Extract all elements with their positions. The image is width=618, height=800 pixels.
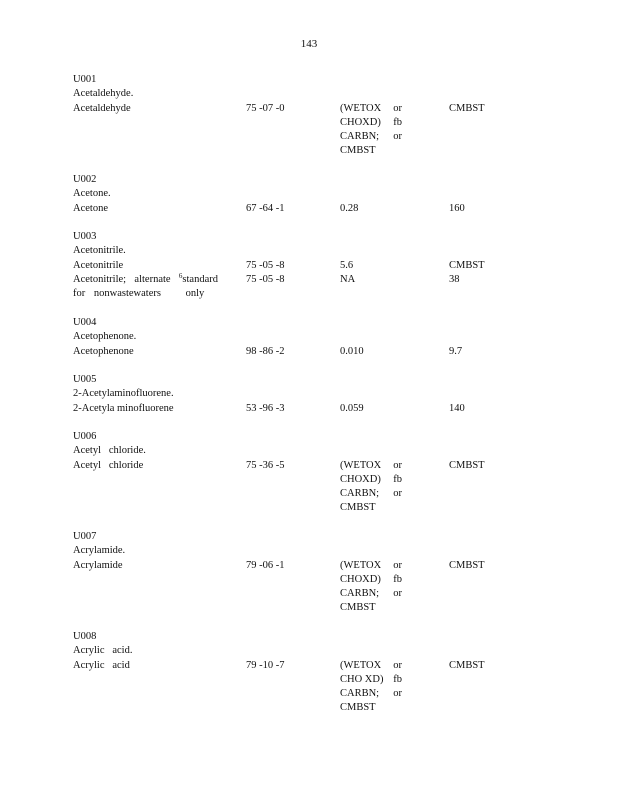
cas-number: 75 -07 -0: [246, 102, 285, 114]
chemical-name-header: Acetone.: [73, 188, 111, 200]
nonwastewater-standard: CMBST: [449, 659, 485, 671]
wastewater-standard: 0.010: [340, 345, 364, 357]
chemical-name-header: Acrylamide.: [73, 545, 126, 557]
waste-entry-u006: [73, 430, 513, 514]
constituent-name: Acrylic acid: [73, 659, 130, 671]
constituent-name: Acetonitrile; alternate $^6$standard for nonwastewaters only: [73, 271, 218, 300]
constituent-name: Acetonitrile: [73, 259, 124, 271]
wastewater-standard: (WETOX or CHOXD) fb CARBN; or CMBST: [340, 102, 402, 157]
table-row: [73, 102, 513, 157]
waste-entry-u005: [73, 373, 513, 416]
nonwastewater-standard: CMBST: [449, 459, 485, 471]
waste-code: U003: [73, 231, 97, 242]
nonwastewater-standard: 140: [449, 402, 465, 414]
table-row: [73, 273, 513, 302]
wastewater-standard: 0.059: [340, 402, 364, 414]
nonwastewater-standard: CMBST: [449, 259, 485, 271]
cas-number: 67 -64 -1: [246, 202, 285, 214]
constituent-name: Acetyl chloride: [73, 459, 144, 471]
constituent-name: Acrylamide: [73, 559, 123, 571]
constituent-name: Acetaldehyde: [73, 102, 131, 114]
wastewater-standard: 5.6: [340, 259, 354, 271]
chemical-name-header: 2-Acetylaminofluorene.: [73, 388, 174, 400]
table-row: [73, 259, 513, 273]
waste-entry-u001: [73, 73, 513, 157]
chemical-name-header: Acetonitrile.: [73, 245, 126, 257]
waste-code: U005: [73, 374, 97, 385]
constituent-name: 2-Acetyla minofluorene: [73, 402, 174, 414]
waste-entry-u008: [73, 630, 513, 714]
cas-number: 79 -06 -1: [246, 559, 285, 571]
wastewater-standard: (WETOX or CHOXD) fb CARBN; or CMBST: [340, 559, 402, 614]
waste-code: U007: [73, 531, 97, 542]
table-row: [73, 202, 513, 216]
page-number: 143: [300, 38, 318, 50]
cas-number: 75 -05 -8: [246, 259, 285, 271]
waste-code: U001: [73, 74, 97, 85]
table-row: [73, 559, 513, 614]
waste-entry-u003: [73, 230, 513, 301]
waste-entry-u002: [73, 173, 513, 216]
waste-code: U004: [73, 317, 97, 328]
nonwastewater-standard: 38: [449, 273, 460, 285]
table-row: [73, 345, 513, 359]
cas-number: 75 -05 -8: [246, 273, 285, 285]
wastewater-standard: (WETOX or CHOXD) fb CARBN; or CMBST: [340, 459, 402, 514]
chemical-name-header: Acetophenone.: [73, 331, 137, 343]
waste-code: U006: [73, 431, 97, 442]
constituent-name: Acetone: [73, 202, 108, 214]
waste-code: U008: [73, 631, 97, 642]
wastewater-standard: (WETOX or CHO XD) fb CARBN; or CMBST: [340, 659, 402, 714]
waste-entry-u004: [73, 316, 513, 359]
nonwastewater-standard: CMBST: [449, 102, 485, 114]
chemical-name-header: Acetyl chloride.: [73, 445, 146, 457]
wastewater-standard: 0.28: [340, 202, 359, 214]
chemical-name-header: Acetaldehyde.: [73, 88, 134, 100]
waste-code: U002: [73, 174, 97, 185]
cas-number: 75 -36 -5: [246, 459, 285, 471]
cas-number: 53 -96 -3: [246, 402, 285, 414]
table-row: [73, 402, 513, 416]
nonwastewater-standard: 9.7: [449, 345, 463, 357]
table-row: [73, 659, 513, 714]
cas-number: 79 -10 -7: [246, 659, 285, 671]
nonwastewater-standard: 160: [449, 202, 465, 214]
chemical-name-header: Acrylic acid.: [73, 645, 133, 657]
nonwastewater-standard: CMBST: [449, 559, 485, 571]
waste-entry-u007: [73, 530, 513, 614]
table-row: [73, 459, 513, 514]
constituent-name: Acetophenone: [73, 345, 134, 357]
wastewater-standard: NA: [340, 273, 356, 285]
cas-number: 98 -86 -2: [246, 345, 285, 357]
